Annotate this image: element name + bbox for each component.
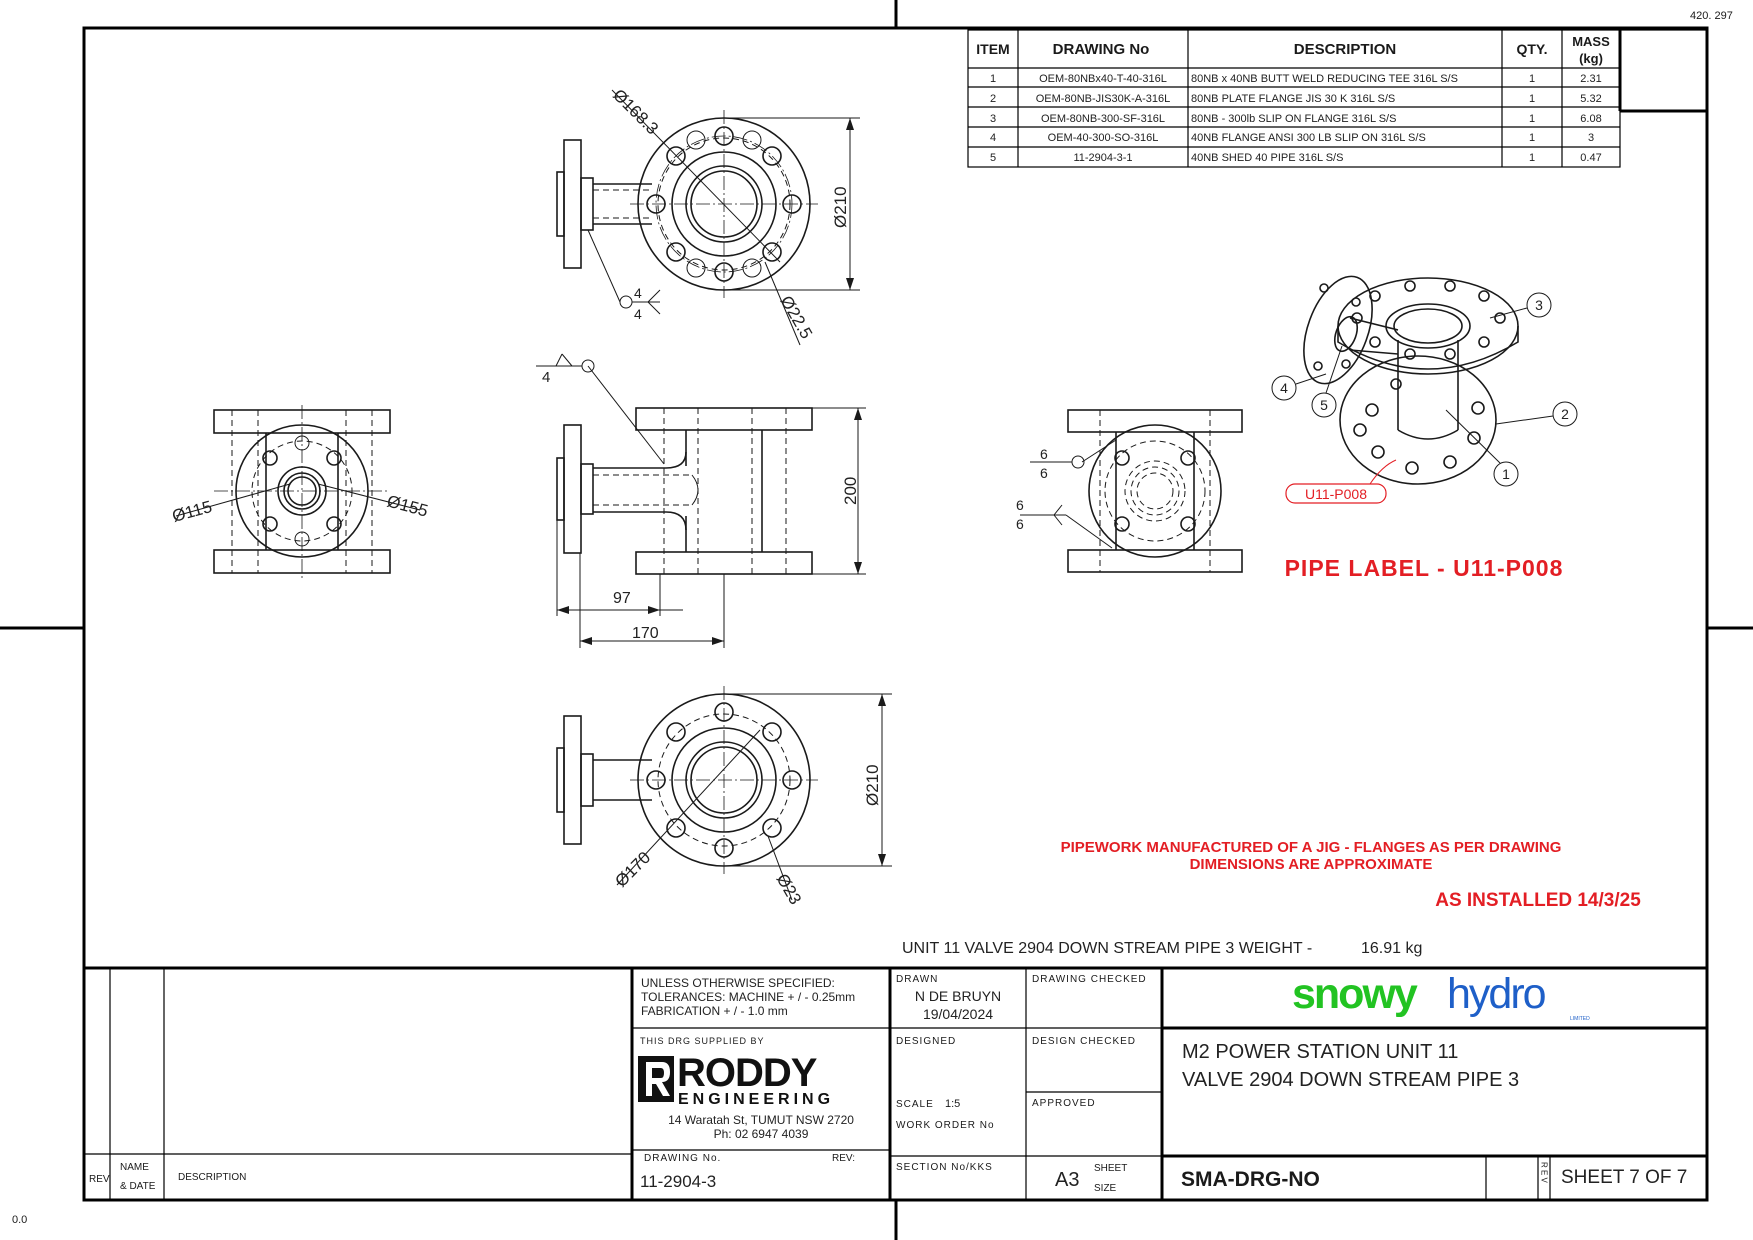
tolerances-line1: UNLESS OTHERWISE SPECIFIED: (641, 976, 835, 990)
document-number: SMA-DRG-NO (1181, 1168, 1320, 1191)
right-view (1020, 410, 1242, 572)
bom-header-item: ITEM (976, 41, 1010, 57)
weld-right-b1: 6 (1016, 497, 1024, 513)
svg-text:4: 4 (989, 132, 997, 144)
svg-text:40NB FLANGE ANSI 300 LB SLIP O: 40NB FLANGE ANSI 300 LB SLIP ON 316L S/S (1191, 132, 1426, 144)
dim-top-d210: Ø210 (831, 186, 850, 228)
weld-front: 4 (542, 369, 551, 386)
dim-front-97: 97 (613, 590, 631, 607)
dim-left-d115: Ø115 (170, 497, 214, 526)
svg-text:OEM-80NBx40-T-40-316L: OEM-80NBx40-T-40-316L (1039, 73, 1167, 85)
title-line-1: M2 POWER STATION UNIT 11 (1182, 1041, 1459, 1063)
bom-table (968, 30, 1707, 167)
drawn-label: DRAWN (896, 974, 939, 985)
isometric-view (1272, 267, 1577, 503)
dim-bottom-d23: Ø23 (772, 870, 806, 908)
size-label: SIZE (1094, 1183, 1117, 1194)
dim-front-170: 170 (632, 625, 659, 642)
weld-right-b2: 6 (1016, 516, 1024, 532)
corner-label-top-right: 420. 297 (1690, 10, 1733, 22)
balloon-4: 4 (1280, 380, 1288, 396)
svg-text:80NB PLATE FLANGE JIS 30 K 316: 80NB PLATE FLANGE JIS 30 K 316L S/S (1191, 93, 1396, 105)
dim-top-d168: Ø168.3 (609, 85, 663, 139)
svg-text:1: 1 (1528, 113, 1536, 125)
weld-top-a: 4 (634, 285, 642, 301)
corner-label-bottom-left: 0.0 (12, 1214, 28, 1226)
sheet-label: SHEET (1094, 1163, 1128, 1174)
top-view (557, 90, 860, 345)
design-checked-label: DESIGN CHECKED (1032, 1036, 1137, 1047)
pipe-label-note: PIPE LABEL - U11-P008 (1284, 555, 1564, 581)
bom-row (990, 93, 1602, 105)
balloon-3: 3 (1535, 297, 1543, 313)
sheet-number: SHEET 7 OF 7 (1561, 1167, 1688, 1188)
rev-vertical-label: R E V (1539, 1162, 1549, 1183)
roddy-logo-subtext: ENGINEERING (678, 1091, 835, 1108)
snowy-hydro-logo-hydro: hydro (1447, 970, 1545, 1018)
front-view (536, 354, 866, 648)
name-label: NAME (120, 1162, 149, 1173)
dim-front-200: 200 (841, 476, 860, 505)
drawn-date: 19/04/2024 (922, 1006, 994, 1022)
svg-text:2: 2 (989, 93, 997, 105)
section-label: SECTION No/KKS (896, 1162, 993, 1173)
balloon-5: 5 (1320, 397, 1328, 413)
drawing-checked-label: DRAWING CHECKED (1032, 974, 1147, 985)
scale-label: SCALE (896, 1099, 934, 1110)
bom-row (990, 113, 1602, 125)
svg-text:6.08: 6.08 (1580, 113, 1602, 125)
pipe-tag: U11-P008 (1304, 486, 1368, 502)
svg-text:3: 3 (989, 113, 997, 125)
dim-bottom-d170: Ø170 (611, 847, 655, 891)
dim-bottom-d210: Ø210 (863, 764, 882, 806)
description-label: DESCRIPTION (178, 1172, 247, 1183)
svg-text:1: 1 (1528, 152, 1536, 164)
svg-text:5.32: 5.32 (1580, 93, 1602, 105)
svg-text:1: 1 (989, 73, 997, 85)
weight-value: 16.91 kg (1361, 940, 1423, 957)
weld-top-b: 4 (634, 306, 642, 322)
designed-label: DESIGNED (896, 1036, 957, 1047)
balloon-1: 1 (1502, 466, 1510, 482)
svg-text:80NB - 300lb SLIP ON FLANGE 31: 80NB - 300lb SLIP ON FLANGE 316L S/S (1191, 113, 1397, 125)
bom-row (990, 132, 1594, 144)
svg-text:OEM-40-300-SO-316L: OEM-40-300-SO-316L (1047, 132, 1159, 144)
work-order-label: WORK ORDER No (896, 1120, 995, 1131)
svg-text:1: 1 (1528, 93, 1536, 105)
drawn-by: N DE BRUYN (914, 988, 1002, 1004)
roddy-logo-text: RODDY (677, 1051, 817, 1095)
address-line1: 14 Waratah St, TUMUT NSW 2720 (668, 1113, 854, 1127)
dim-left-d155: Ø155 (384, 491, 431, 521)
left-view (176, 405, 420, 578)
bottom-view (557, 686, 892, 900)
weight-label: UNIT 11 VALVE 2904 DOWN STREAM PIPE 3 WEIGHT - (902, 940, 1313, 957)
svg-text:OEM-80NB-300-SF-316L: OEM-80NB-300-SF-316L (1040, 113, 1166, 125)
address-line2: Ph: 02 6947 4039 (713, 1127, 809, 1141)
bom-row (990, 73, 1602, 85)
jig-note-line2: DIMENSIONS ARE APPROXIMATE (1189, 856, 1433, 873)
bom-header-description: DESCRIPTION (1293, 41, 1397, 58)
svg-text:1: 1 (1528, 73, 1536, 85)
snowy-hydro-logo-snowy: snowy (1292, 970, 1416, 1018)
svg-text:3: 3 (1587, 132, 1595, 144)
bom-header-qty: QTY. (1516, 41, 1548, 57)
snowy-hydro-logo-limited: LIMITED (1570, 1016, 1590, 1022)
drawing-no-label: DRAWING No. (644, 1153, 722, 1164)
sheet-size-value: A3 (1055, 1169, 1080, 1191)
bom-header-mass-unit: (kg) (1579, 51, 1603, 66)
bom-header-drawing: DRAWING No (1052, 41, 1150, 58)
drawing-no: 11-2904-3 (640, 1172, 717, 1191)
supplied-by-label: THIS DRG SUPPLIED BY (640, 1036, 765, 1046)
svg-text:OEM-80NB-JIS30K-A-316L: OEM-80NB-JIS30K-A-316L (1035, 93, 1171, 105)
as-installed-note: AS INSTALLED 14/3/25 (1435, 890, 1641, 911)
rev-label: REV (89, 1174, 110, 1185)
svg-text:80NB x 40NB BUTT WELD REDUCING: 80NB x 40NB BUTT WELD REDUCING TEE 316L S/S (1191, 73, 1458, 85)
balloon-2: 2 (1561, 406, 1569, 422)
rev-short-label: REV: (832, 1153, 855, 1164)
scale-value: 1:5 (945, 1098, 961, 1110)
weld-right-a2: 6 (1040, 465, 1048, 481)
svg-text:0.47: 0.47 (1580, 152, 1602, 164)
title-line-2: VALVE 2904 DOWN STREAM PIPE 3 (1182, 1069, 1520, 1091)
svg-text:2.31: 2.31 (1580, 73, 1602, 85)
bom-header-mass: MASS (1572, 34, 1610, 49)
tolerances-line3: FABRICATION + / - 1.0 mm (641, 1004, 788, 1018)
jig-note-line1: PIPEWORK MANUFACTURED OF A JIG - FLANGES AS PER DRAWING (1060, 839, 1562, 856)
svg-text:11-2904-3-1: 11-2904-3-1 (1073, 152, 1133, 164)
drawing-border (84, 28, 1707, 1200)
tolerances-line2: TOLERANCES: MACHINE + / - 0.25mm (641, 990, 856, 1004)
bom-row (990, 152, 1602, 164)
dim-top-d22: Ø22.5 (776, 292, 817, 343)
weld-right-a1: 6 (1040, 446, 1048, 462)
approved-label: APPROVED (1032, 1098, 1096, 1109)
svg-text:1: 1 (1528, 132, 1536, 144)
roddy-logo (638, 1056, 674, 1102)
date-label: & DATE (120, 1181, 156, 1192)
svg-text:5: 5 (989, 152, 997, 164)
svg-text:40NB SHED 40 PIPE 316L S/S: 40NB SHED 40 PIPE 316L S/S (1191, 152, 1344, 164)
